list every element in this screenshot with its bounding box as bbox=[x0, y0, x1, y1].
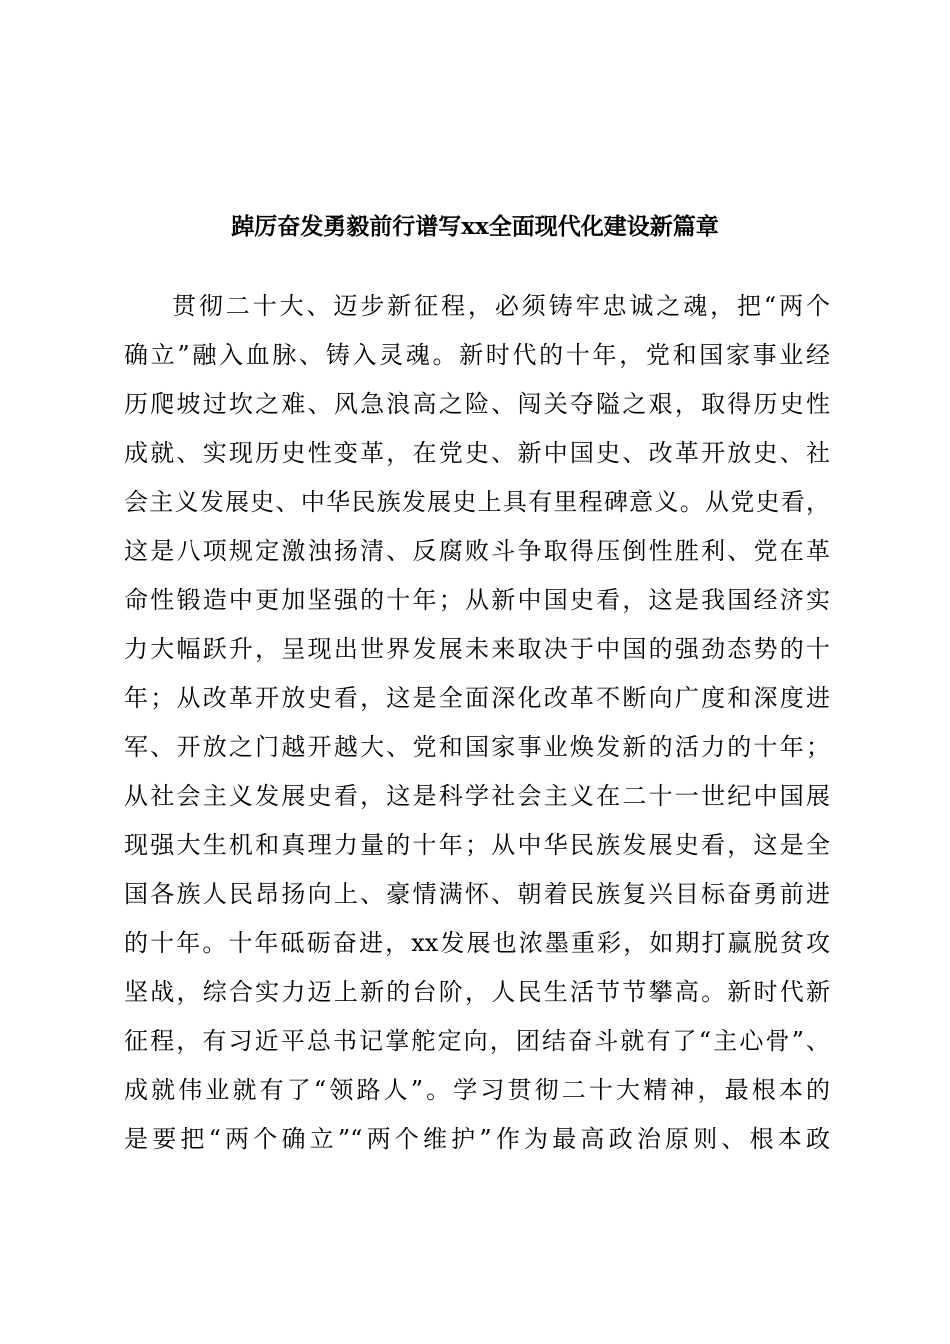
paragraph-line: 征程，有习近平总书记掌舵定向，团结奋斗就有了“主心骨”、 bbox=[124, 1027, 830, 1055]
paragraph-line: 历爬坡过坎之难、风急浪高之险、闯关夺隘之艰，取得历史性 bbox=[124, 390, 830, 418]
paragraph-line: 年；从改革开放史看，这是全面深化改革不断向广度和深度进 bbox=[124, 684, 830, 712]
paragraph-line: 现强大生机和真理力量的十年；从中华民族发展史看，这是全 bbox=[124, 831, 830, 859]
paragraph-line: 成就伟业就有了“领路人”。学习贯彻二十大精神，最根本的 bbox=[124, 1076, 830, 1104]
document-title: 踔厉奋发勇毅前行谱写xx全面现代化建设新篇章 bbox=[231, 213, 719, 240]
paragraph-line: 国各族人民昂扬向上、豪情满怀、朝着民族复兴目标奋勇前进 bbox=[124, 880, 830, 908]
paragraph-line: 成就、实现历史性变革，在党史、新中国史、改革开放史、社 bbox=[124, 439, 830, 467]
paragraph-line: 从社会主义发展史看，这是科学社会主义在二十一世纪中国展 bbox=[124, 782, 830, 810]
paragraph-line: 这是八项规定激浊扬清、反腐败斗争取得压倒性胜利、党在革 bbox=[124, 537, 830, 565]
paragraph-line: 贯彻二十大、迈步新征程，必须铸牢忠诚之魂，把“两个 bbox=[172, 292, 830, 320]
paragraph-line: 命性锻造中更加坚强的十年；从新中国史看，这是我国经济实 bbox=[124, 586, 830, 614]
paragraph-line: 会主义发展史、中华民族发展史上具有里程碑意义。从党史看， bbox=[124, 488, 830, 516]
document-body bbox=[124, 282, 830, 1164]
paragraph-line: 坚战，综合实力迈上新的台阶，人民生活节节攀高。新时代新 bbox=[124, 978, 830, 1006]
paragraph-line: 军、开放之门越开越大、党和国家事业焕发新的活力的十年； bbox=[124, 733, 830, 761]
paragraph-line: 力大幅跃升，呈现出世界发展未来取决于中国的强劲态势的十 bbox=[124, 635, 830, 663]
paragraph-line: 确立”融入血脉、铸入灵魂。新时代的十年，党和国家事业经 bbox=[124, 341, 830, 369]
paragraph-line: 是要把“两个确立”“两个维护”作为最高政治原则、根本政 bbox=[124, 1125, 830, 1153]
paragraph-line: 的十年。十年砥砺奋进，xx发展也浓墨重彩，如期打赢脱贫攻 bbox=[124, 929, 830, 957]
